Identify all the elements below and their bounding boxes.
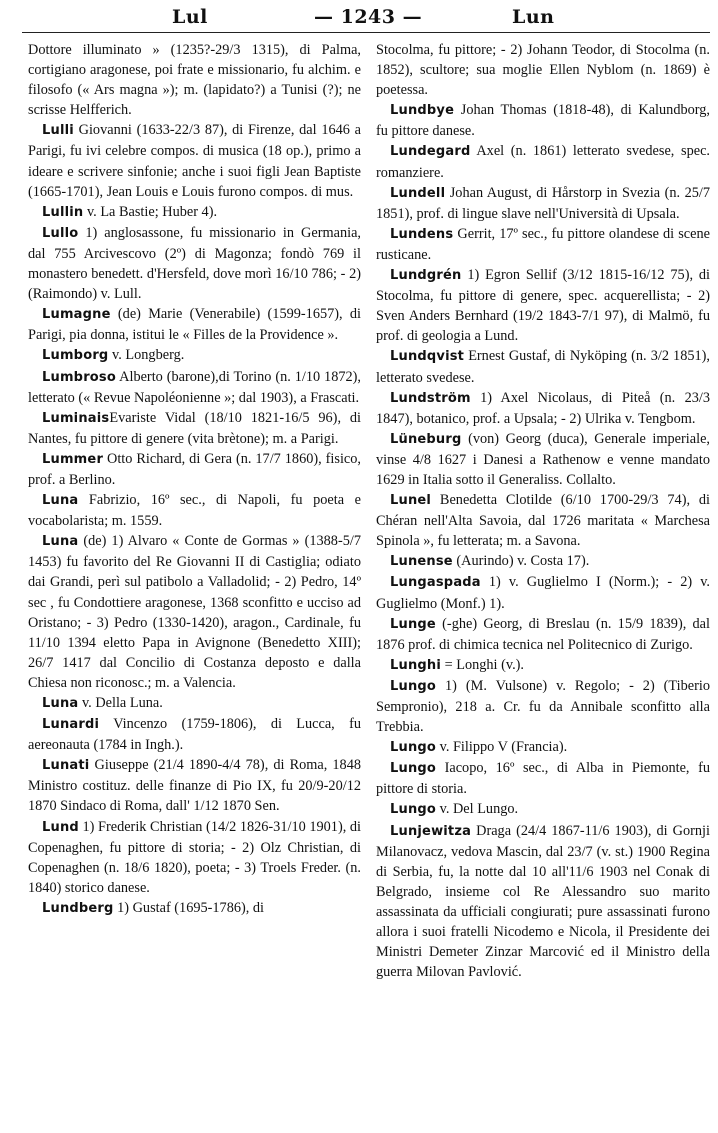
dictionary-entry [28,490,361,531]
entry-headword: Lundberg [42,900,114,916]
entry-headword: Lunghi [390,657,442,673]
entry-headword: Lundqvist [390,349,465,365]
entry-headword: Lundbye [390,103,455,119]
entry-text: Evariste Vidal (18/10 1821-16/5 96), di Nantes, fu pittore di genere (vita brètone); m. a Parigi. [28,409,361,447]
entry-headword: Lumagne [42,307,111,323]
entry-text: v. Filippo V (Francia). [436,739,568,756]
entry-headword: Lungaspada [390,575,481,591]
entry-headword: Lunjewitza [390,823,472,839]
dictionary-entry [376,821,710,983]
dictionary-entry [28,223,361,304]
entry-headword: Lundegard [390,144,471,160]
entry-text: (von) Georg (duca), Generale imperiale, vinse 4/8 1627 i Danesi a Rathenow e venne mandato 1629 in Italia sotto il Generaliss. Collalto. [376,430,710,488]
dictionary-entry [28,449,361,490]
dictionary-entry [376,183,710,224]
entry-headword: Lunge [390,616,436,632]
entry-text: (-ghe) Georg, di Breslau (n. 15/9 1839), dal 1876 prof. di chimica tecnica nel Politecnico di Zurigo. [376,615,710,653]
dictionary-entry [376,572,710,613]
dictionary-entry [376,490,710,551]
entry-text: (de) Marie (Venerabile) (1599-1657), di Parigi, pia donna, istitui le « Filles de la Providence ». [28,306,361,344]
entry-text: (de) 1) Alvaro « Conte de Gormas » (1388-5/7 1453) fu favorito del Re Giovanni II di Castiglia; odiato dai Grandi, perì sul patibolo a Valladolid; - 2) Pedro, 14º sec , fu Condottiere aragonese, 1368 sconfitto e ucciso ad Oristano; - 3) Pedro (1330-1420), aragon., Cardinale, fu 11/10 1394 eletto Papa in Avignone (Benedetto XIII); 26/7 1417 dal Concilio di Costanza deposto e dalla Chiesa non riconosc.; m. a Valencia. [28,533,361,691]
dictionary-entry [28,408,361,449]
entry-text: 1) Gustaf (1695-1786), di [113,899,265,916]
entry-headword: Luna [42,696,79,711]
entry-headword: Lullin [42,204,84,220]
entry-text: Stocolma, fu pittore; - 2) Johann Teodor, di Stocolma (n. 1852), scultore; sua moglie Ellen Nyblom (n. 1869) è poetessa. [376,42,710,99]
dictionary-entry [376,758,710,799]
entry-text: v. Longberg. [108,347,185,364]
entry-headword: Lullo [42,225,79,241]
entry-headword: Lungo [390,802,437,818]
entry-headword: Luna [42,493,79,509]
entry-headword: Lumbroso [42,369,117,385]
entry-headword: Lungo [390,740,437,756]
entry-text: Giovanni (1633-22/3 87), di Firenze, dal 1646 a Parigi, fu ivi celebre compos. di musica (18 op.), primo a ideare e scrivere sinfonie; anche i suoi figli Jean Baptiste (1665-1701), Jean Louis e Louis furono compos. di mus. [28,122,361,200]
entry-text: Alberto (barone),di Torino (n. 1/10 1872), letterato (« Revue Napoléonienne »; dal 1903), a Frascati. [28,368,361,406]
dictionary-entry [28,40,361,120]
dictionary-entry [28,367,361,408]
right-column [376,40,710,1125]
entry-text: Fabrizio, 16º sec., di Napoli, fu poeta e vocabolarista; m. 1559. [28,492,361,530]
dictionary-entry [28,304,361,345]
entry-text: Iacopo, 16º sec., di Alba in Piemonte, fu pittore di storia. [376,760,710,798]
entry-text: v. Del Lungo. [436,801,519,818]
entry-headword: Lundgrén [390,268,462,284]
entry-text: v. La Bastie; Huber 4). [83,203,218,220]
dictionary-entry [376,614,710,655]
entry-headword: Lunardi [42,717,100,733]
dictionary-entry [376,224,710,265]
entry-headword: Lumborg [42,348,109,364]
entry-text: 1) Frederik Christian (14/2 1826-31/10 1901), di Copenaghen, fu pittore di storia; - 2) Olz Christian, di Copenaghen (n. 18/6 1820), poeta; - 3) Troels Freder. (n. 1840) storico danese. [28,818,361,896]
entry-text: v. Della Luna. [78,695,163,711]
page-header [0,0,718,36]
dictionary-entry [376,676,710,737]
dictionary-entry [376,551,710,572]
dictionary-entry [376,388,710,429]
header-right-guide-word: Lun [512,6,555,28]
entry-headword: Lunense [390,554,453,570]
dictionary-entry [376,265,710,346]
entry-text: Otto Richard, di Gera (n. 17/7 1860), fisico, prof. a Berlino. [28,450,361,488]
entry-text: Axel (n. 1861) letterato svedese, spec. romanziere. [376,143,710,181]
entry-text: Johan August, di Hårstorp in Svezia (n. 25/7 1851), prof. di lingue slave nell'Università di Upsala. [376,184,710,222]
entry-text: 1) Axel Nicolaus, di Piteå (n. 23/3 1847), botanico, prof. a Upsala; - 2) Ulrika v. Tengbom. [376,389,710,427]
dictionary-entry [28,531,361,693]
entry-text: 1) v. Guglielmo I (Norm.); - 2) v. Guglielmo (Monf.) 1). [376,574,710,612]
header-rule [22,32,710,33]
header-left-guide-word: Lul [172,6,208,28]
entry-headword: Lund [42,819,79,835]
entry-text: Gerrit, 17º sec., fu pittore olandese di scene rusticane. [376,225,710,263]
entry-headword: Luna [42,534,79,550]
entry-text: = Longhi (v.). [441,656,524,673]
entry-headword: Lunati [42,758,90,774]
entry-headword: Lundens [390,226,454,242]
entry-text: Vincenzo (1759-1806), di Lucca, fu aereonauta (1784 in Ingh.). [28,716,361,754]
entry-text: Draga (24/4 1867-11/6 1903), di Gornji Milanovacz, vedova Mascin, dal 23/7 (v. st.) 1900 Regina di Serbia, fu, la notte dal 10 all'11/6 1903 nel Conak di Belgrado, insieme col Re Alessandro suo marito assassinata da ufficiali congiurati; pure assassinati furono allora i suoi fratelli Nicodemo e Nicola, il Presidente dei Ministri Demeter Zinzar Marcović ed il Ministro della guerra Milovan Pavlović. [376,822,710,981]
entry-headword: Lunel [390,493,432,509]
left-column [28,40,361,1125]
dictionary-entry [28,898,361,919]
dictionary-entry [28,120,361,201]
entry-headword: Lummer [42,451,104,467]
entry-headword: Lulli [42,123,74,139]
entry-headword: Lundström [390,390,471,406]
dictionary-entry [28,714,361,755]
dictionary-entry [376,737,710,758]
entry-text: Johan Thomas (1818-48), di Kalundborg, fu pittore danese. [376,102,710,140]
entry-text: 1) (M. Vulsone) v. Regolo; - 2) (Tiberio Sempronio), 218 a. Cr. fu da Annibale sconfitto alla Trebbia. [376,677,710,736]
dictionary-entry [376,40,710,100]
dictionary-entry [376,655,710,676]
dictionary-entry [28,202,361,223]
page-number: — 1243 — [314,6,423,28]
dictionary-entry [28,817,361,898]
dictionary-entry [28,755,361,816]
dictionary-entry [376,346,710,387]
entry-text: Giuseppe (21/4 1890-4/4 78), di Roma, 1848 Ministro costituz. delle finanze di Pio IX, fu 20/9-20/12 1870 Sindaco di Roma, dall' 1/12 1870 Sen. [28,757,361,815]
dictionary-entry [376,141,710,182]
entry-text: Ernest Gustaf, di Nyköping (n. 3/2 1851), letterato svedese. [376,348,710,386]
entry-text: 1) anglosassone, fu missionario in Germania, dal 755 Arcivescovo (2º) di Magonza; fondò 769 il monastero benedett. d'Hersfeld, dove morì 16/10 786; - 2) (Raimondo) v. Lull. [28,224,361,303]
dictionary-entry [28,345,361,366]
dictionary-entry [376,799,710,820]
entry-headword: Lungo [390,761,437,777]
entry-headword: Luminais [42,410,110,426]
entry-text: 1) Egron Sellif (3/12 1815-16/12 75), di Stocolma, fu pittore di genere, spec. acquerellista; - 2) Sven Anders Bernhard (19/2 1843-7/1 97), di Malmö, fu prof. di geologia a Lund. [376,267,710,345]
entry-text: Benedetta Clotilde (6/10 1700-29/3 74), di Chéran nell'Alta Savoia, dal 1726 maritata « Marchesa Spinola », fu letterata; m. a Savona. [376,492,710,550]
entry-headword: Lundell [390,185,446,201]
entry-text: (Aurindo) v. Costa 17). [452,553,590,570]
entry-headword: Lungo [390,678,437,694]
entry-text: Dottore illuminato » (1235?-29/3 1315), di Palma, cortigiano aragonese, poi frate e missionario, fu alchim. e filosofo (« Ars magna »); m. (lapidato?) a Tunisi (?); ne scrisse Helfferich. [28,42,361,119]
dictionary-entry [376,429,710,490]
dictionary-entry [28,693,361,714]
entry-headword: Lüneburg [390,431,462,447]
dictionary-entry [376,100,710,141]
